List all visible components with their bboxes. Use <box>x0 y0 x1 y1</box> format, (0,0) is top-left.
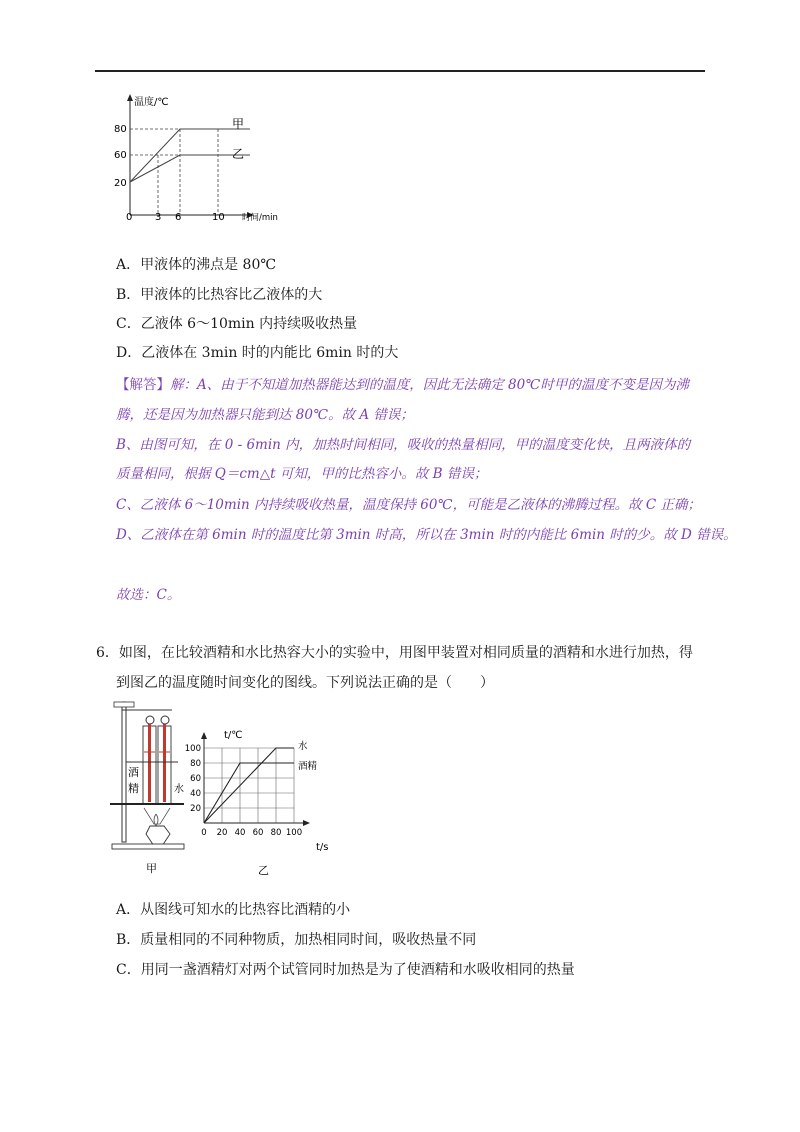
temperature-time-chart-2 <box>182 728 352 878</box>
chart2-y-tick: 100 <box>184 744 201 754</box>
chart1-y-tick: 20 <box>114 178 127 189</box>
chart2-caption: 乙 <box>258 864 269 877</box>
q5-answer-line: B、由图可知，在 0 - 6min 内，加热时间相同，吸收的热量相同，甲的温度变化快，且两液体的 <box>116 437 691 453</box>
chart2-y-tick: 60 <box>190 774 201 784</box>
q5-conclusion: 故选：C。 <box>116 587 181 603</box>
chart2-x-tick: 80 <box>270 828 282 838</box>
chart2-y-tick: 20 <box>190 804 201 814</box>
chart1-y-label: 温度/℃ <box>134 97 169 108</box>
header-rule <box>95 70 705 72</box>
q5-answer-line: 质量相同，根据 Q＝cm△t 可知，甲的比热容小。故 B 错误； <box>116 466 488 482</box>
chart1-x-tick: 6 <box>175 212 182 223</box>
q5-option-d: D．乙液体在 3min 时的内能比 6min 时的大 <box>116 345 399 361</box>
chart1-x-tick: 0 <box>126 212 133 223</box>
chart1-x-tick: 3 <box>155 212 162 223</box>
q5-answer-line <box>116 373 689 393</box>
q5-answer-line: D、乙液体在第 6min 时的温度比第 3min 时高，所以在 3min 时的内能比 6min 时的少。故 D 错误。 <box>116 527 737 543</box>
apparatus-caption: 甲 <box>146 862 157 875</box>
chart2-series-line <box>204 748 294 823</box>
label-alcohol: 酒 <box>128 766 139 779</box>
chart1-series-label-jia: 甲 <box>232 117 245 131</box>
answer-text: 解：A、由于不知道加热器能达到的温度，因此无法确定 80℃时甲的温度不变是因为沸 <box>170 377 689 393</box>
chart2-series-label: 水 <box>298 741 308 752</box>
chart1-x-tick: 10 <box>212 212 225 223</box>
chart2-x-tick: 20 <box>216 828 228 838</box>
q5-answer-line: 腾，还是因为加热器只能到达 80℃。故 A 错误； <box>116 407 414 423</box>
chart2-x-tick: 40 <box>234 828 246 838</box>
label-water: 水 <box>174 784 184 795</box>
answer-tag: 【解答】 <box>116 377 170 393</box>
chart2-y-axis-arrow <box>201 732 207 739</box>
chart2-x-axis-arrow <box>303 820 310 826</box>
chart2-x-tick: 60 <box>252 828 264 838</box>
label-alcohol: 精 <box>128 782 139 795</box>
chart2-y-tick: 80 <box>190 759 201 769</box>
chart2-x-tick: 100 <box>285 828 303 838</box>
chart2-y-tick: 40 <box>190 789 201 799</box>
q5-option-c: C．乙液体 6～10min 内持续吸收热量 <box>116 316 358 332</box>
temperature-time-chart-1 <box>110 88 310 228</box>
q6-option-a: A．从图线可知水的比热容比酒精的小 <box>116 902 351 918</box>
q5-option-b: B．甲液体的比热容比乙液体的大 <box>116 287 323 303</box>
chart2-x-label: t/s <box>316 842 329 853</box>
chart1-y-tick: 60 <box>114 150 127 161</box>
q5-option-a: A．甲液体的沸点是 80℃ <box>116 257 277 273</box>
q6-stem-line1: 6．如图，在比较酒精和水比热容大小的实验中，用图甲装置对相同质量的酒精和水进行加热，得 <box>96 645 693 661</box>
q6-stem-line2: 到图乙的温度随时间变化的图线。下列说法正确的是（ ） <box>116 675 494 691</box>
chart2-y-label: t/℃ <box>224 730 243 741</box>
q5-answer-line: C、乙液体 6～10min 内持续吸收热量，温度保持 60℃，可能是乙液体的沸腾过程。故 C 正确； <box>116 497 701 513</box>
q6-option-b: B．质量相同的不同种物质，加热相同时间，吸收热量不同 <box>116 932 477 948</box>
chart1-y-tick: 80 <box>114 124 127 135</box>
chart1-x-label: 时间/min <box>242 213 278 223</box>
q6-option-c: C．用同一盏酒精灯对两个试管同时加热是为了使酒精和水吸收相同的热量 <box>116 962 575 978</box>
chart1-series-label-yi: 乙 <box>232 147 245 161</box>
chart2-x-tick: 0 <box>201 828 207 838</box>
chart2-series-label: 酒精 <box>298 761 318 772</box>
